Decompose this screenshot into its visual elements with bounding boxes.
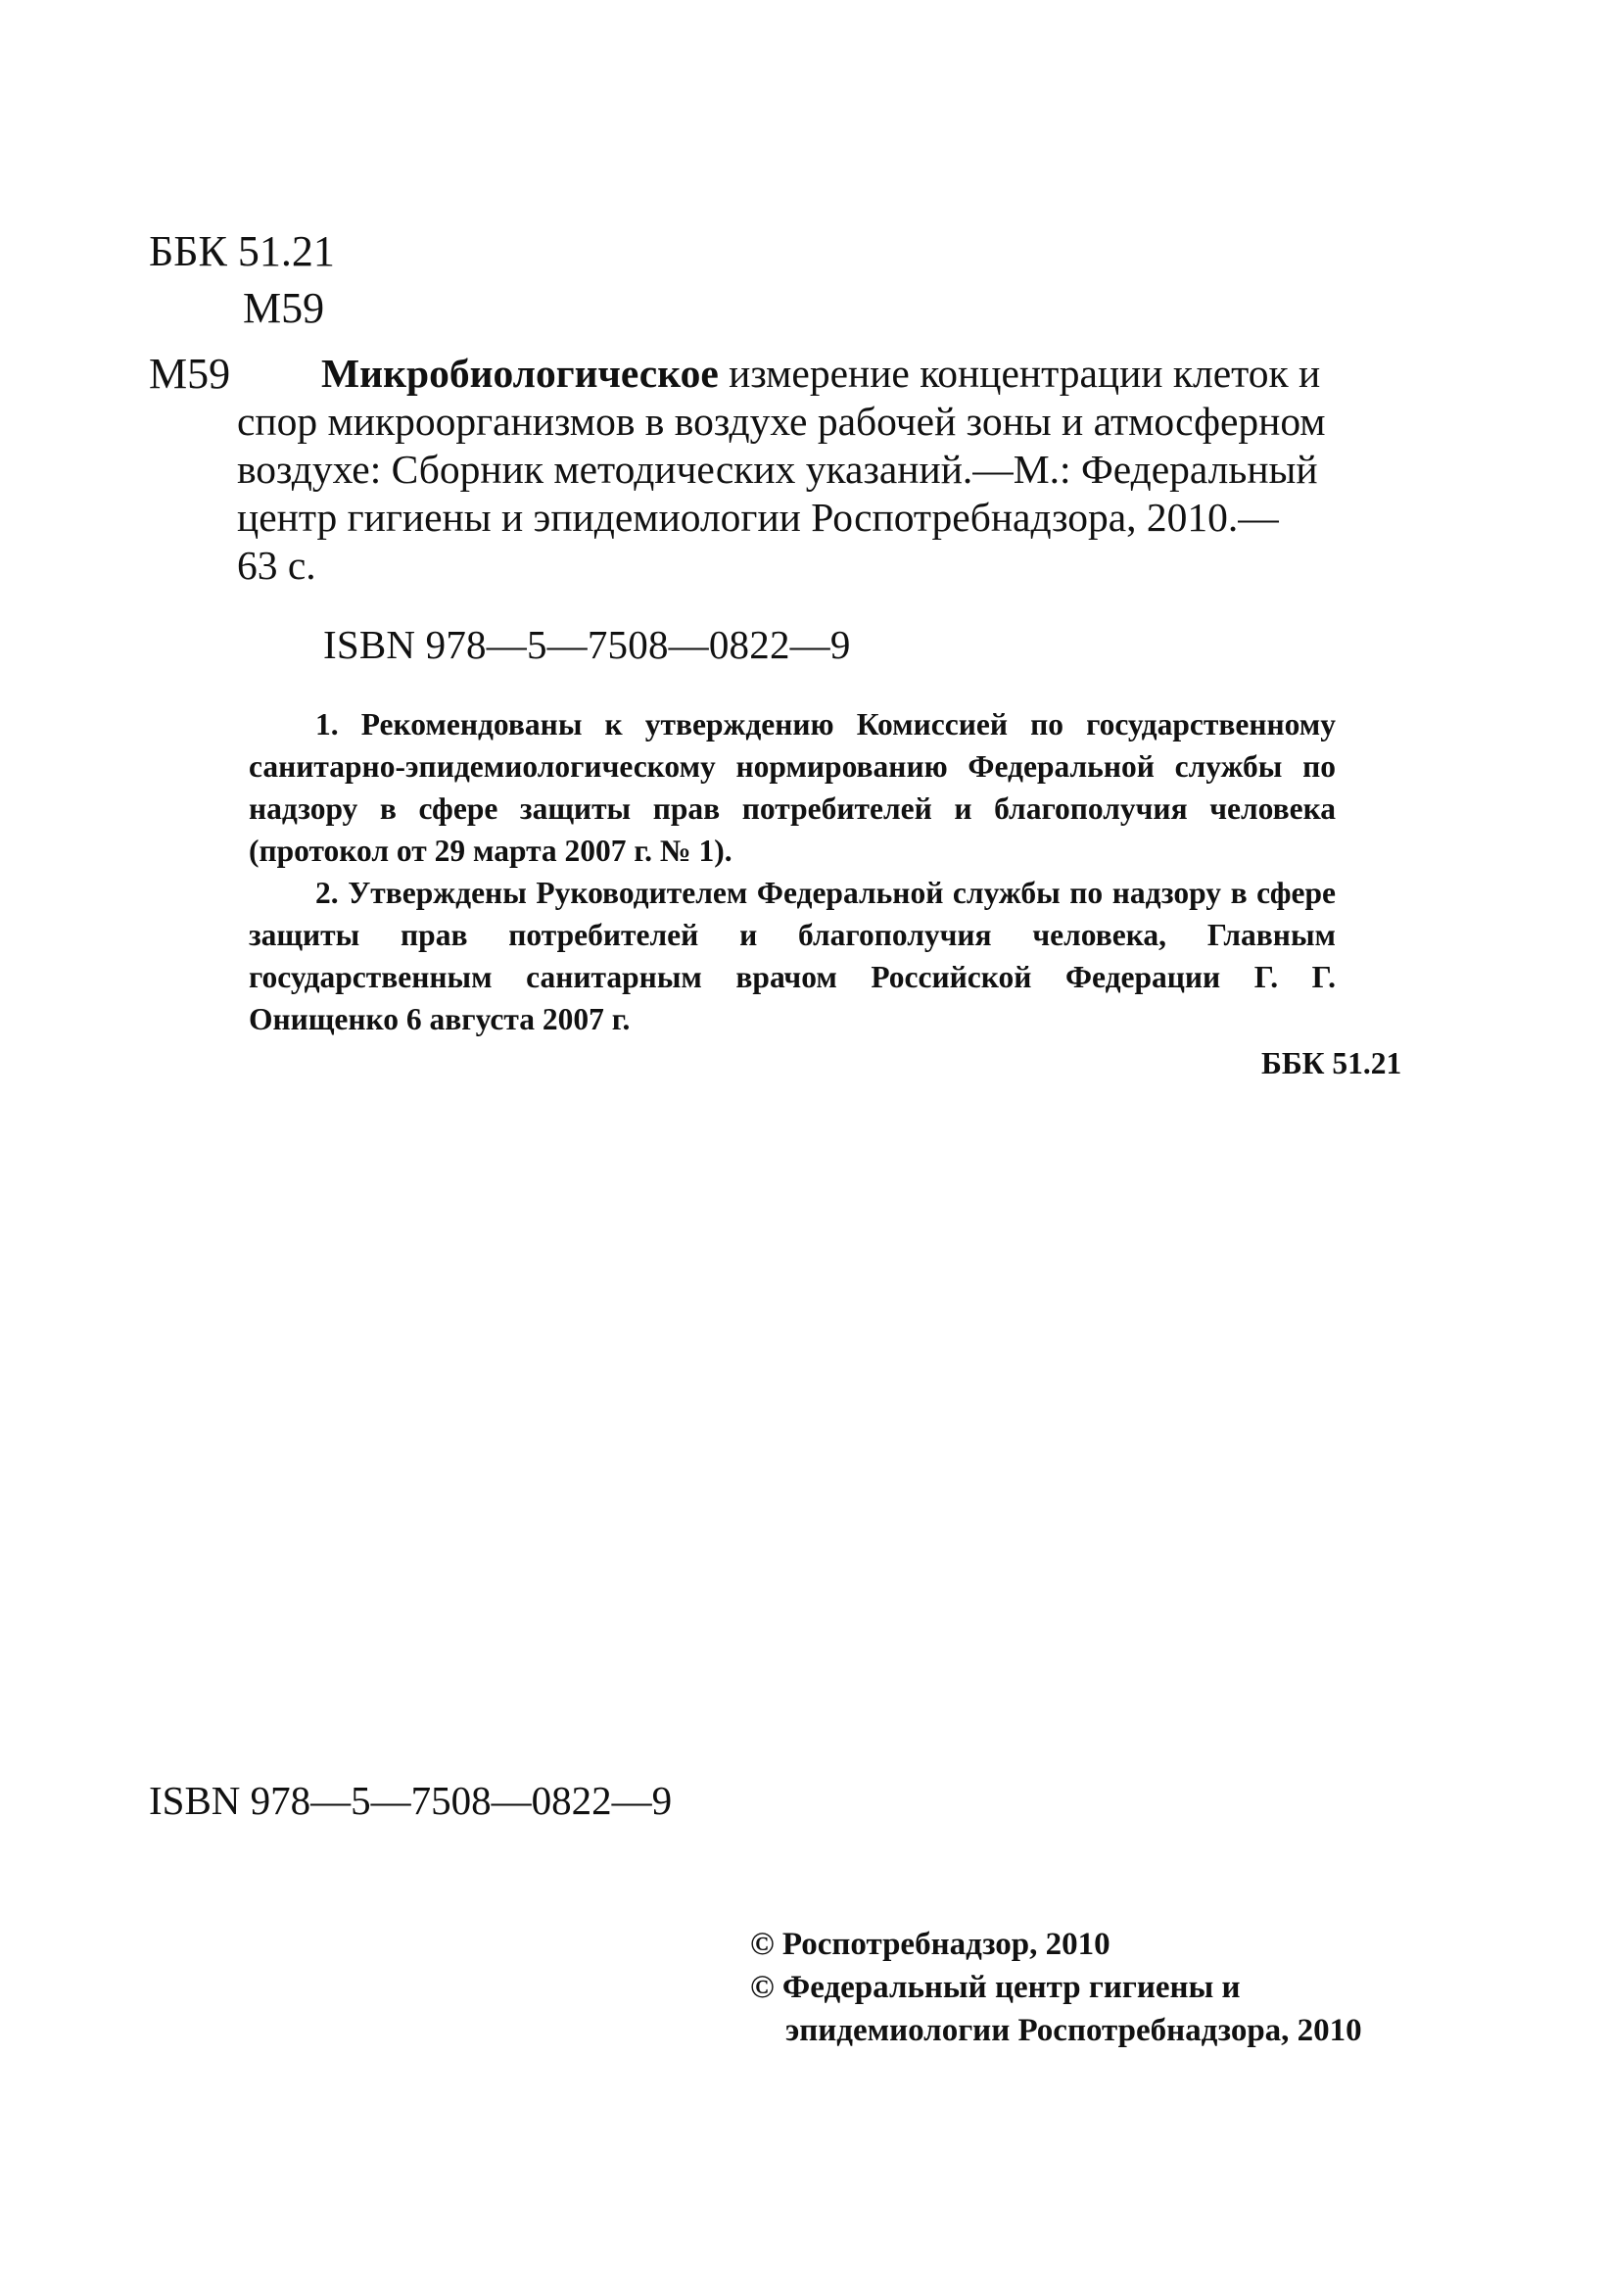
- isbn-bottom: ISBN 978—5—7508—0822—9: [149, 1778, 673, 1823]
- entry-title-bold: Микробиологическое: [321, 351, 719, 396]
- entry-line-3: воздухе: Сборник методических указаний.—М.: Федеральный: [237, 447, 1318, 492]
- entry-line-4: центр гигиены и эпидемиологии Роспотребнадзора, 2010.—: [237, 495, 1279, 540]
- copyright-line-2: © Федеральный центр гигиены и: [750, 1970, 1241, 2005]
- entry-line-5: 63 с.: [237, 543, 316, 588]
- entry-author-mark: М59: [149, 350, 231, 398]
- approval-note-1: 1. Рекомендованы к утверждению Комиссией по государственному санитарно-эпидемиологическому нормированию Федеральной службы по надзору в сфере защиты прав потребителей и благополучия человека (протокол от 29 марта 2007 г. № 1).: [249, 707, 1336, 868]
- copyright-block: [750, 1923, 1362, 2052]
- approval-note-2: 2. Утверждены Руководителем Федеральной службы по надзору в сфере защиты прав потребителей и благополучия человека, Главным государственным санитарным врачом Российской Федерации Г. Г. Онищенко 6 августа 2007 г.: [249, 876, 1336, 1036]
- copyright-line-3: эпидемиологии Роспотребнадзора, 2010: [785, 2013, 1362, 2048]
- copyright-line-1: © Роспотребнадзор, 2010: [750, 1927, 1110, 1962]
- isbn-top: ISBN 978—5—7508—0822—9: [323, 622, 851, 667]
- entry-line-1: [237, 350, 1336, 398]
- approval-notes: [249, 703, 1336, 1040]
- entry-line-2: спор микроорганизмов в воздухе рабочей зоны и атмосферном: [237, 399, 1326, 444]
- bbk-code: ББК 51.21: [149, 227, 335, 275]
- author-mark: М59: [243, 284, 325, 332]
- bibliographic-entry: [237, 350, 1336, 590]
- entry-title-rest: измерение концентрации клеток и: [718, 351, 1321, 396]
- bbk-code-right: ББК 51.21: [1261, 1046, 1402, 1080]
